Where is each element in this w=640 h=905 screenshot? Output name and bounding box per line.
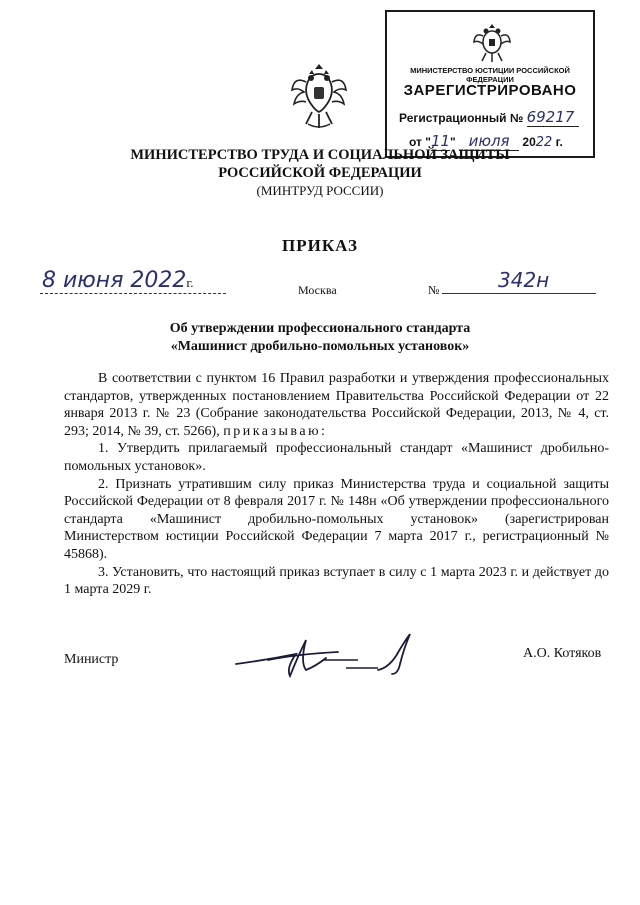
order-city: Москва	[298, 283, 337, 297]
stamp-date-line: от "11" июля 2022 г.	[409, 132, 563, 150]
preamble-paragraph	[64, 370, 609, 440]
stamp-date-day: 11	[430, 132, 451, 150]
stamp-reg-line	[399, 108, 589, 127]
signer-name: А.О. Котяков	[523, 646, 602, 661]
registration-stamp	[385, 10, 595, 158]
order-number-sign: №	[428, 283, 440, 297]
stamp-reg-number: 69217	[527, 108, 579, 127]
order-date	[42, 268, 194, 293]
clause-3: 3. Установить, что настоящий приказ вступает в силу с 1 марта 2023 г. и действует до 1 марта 2029 г.	[64, 564, 609, 598]
document-type: ПРИКАЗ	[282, 236, 358, 255]
stamp-date-month: июля	[459, 132, 519, 151]
preamble-text: В соответствии с пунктом 16 Правил разработки и утверждения профессиональных стандартов, утвержденных постановлением Правительства Российской Федерации от 22 января 2013 г. № 23 (Собрание законодательства Российской Федерации, 2013, № 4, ст. 293; 2014, № 39, ст. 5266),	[64, 371, 609, 439]
stamp-reg-label: Регистрационный №	[399, 111, 524, 125]
number-underline	[442, 293, 596, 294]
double-headed-eagle-icon	[290, 60, 348, 132]
order-title-line-1: Об утверждении профессионального стандарта	[169, 321, 471, 336]
ministry-abbr: (МИНТРУД РОССИИ)	[256, 183, 384, 198]
stamp-ministry: МИНИСТЕРСТВО ЮСТИЦИИ РОССИЙСКОЙ ФЕДЕРАЦИИ	[410, 66, 570, 84]
ministry-name	[0, 146, 640, 182]
order-title-line-2: «Машинист дробильно-помольных установок»	[170, 339, 470, 354]
stamp-date-year-hand: 22	[535, 135, 553, 150]
clause-2: 2. Признать утратившим силу приказ Министерства труда и социальной защиты Российской Федерации от 8 февраля 2017 г. № 148н «Об утверждении профессионального стандарта «Машинист дробильно-помольных установок» (зарегистрирован Министерством юстиции Российской Федерации 7 марта 2017 г., регистрационный № 45868).	[64, 476, 609, 562]
stamp-date-year-prefix: 20	[522, 135, 536, 149]
order-date-hand: 8 июня 2022	[42, 268, 187, 293]
order-body	[64, 370, 609, 599]
order-title	[0, 320, 640, 356]
ministry-line-1: МИНИСТЕРСТВО ТРУДА И СОЦИАЛЬНОЙ ЗАЩИТЫ	[130, 147, 510, 163]
date-underline	[40, 293, 226, 294]
clause-1: 1. Утвердить прилагаемый профессиональный стандарт «Машинист дробильно-помольных установок».	[64, 441, 609, 474]
preamble-order-word: приказываю:	[223, 423, 328, 439]
stamp-registered: ЗАРЕГИСТРИРОВАНО	[403, 82, 577, 99]
signer-position: Министр	[64, 652, 119, 667]
stamp-date-suffix: г.	[555, 135, 563, 149]
order-number: 342н	[498, 268, 550, 292]
ministry-line-2: РОССИЙСКОЙ ФЕДЕРАЦИИ	[218, 165, 422, 181]
stamp-eagle-icon	[472, 20, 512, 66]
stamp-date-prefix: от	[409, 135, 422, 149]
handwritten-signature	[228, 630, 428, 680]
order-date-suffix: г.	[186, 275, 194, 290]
